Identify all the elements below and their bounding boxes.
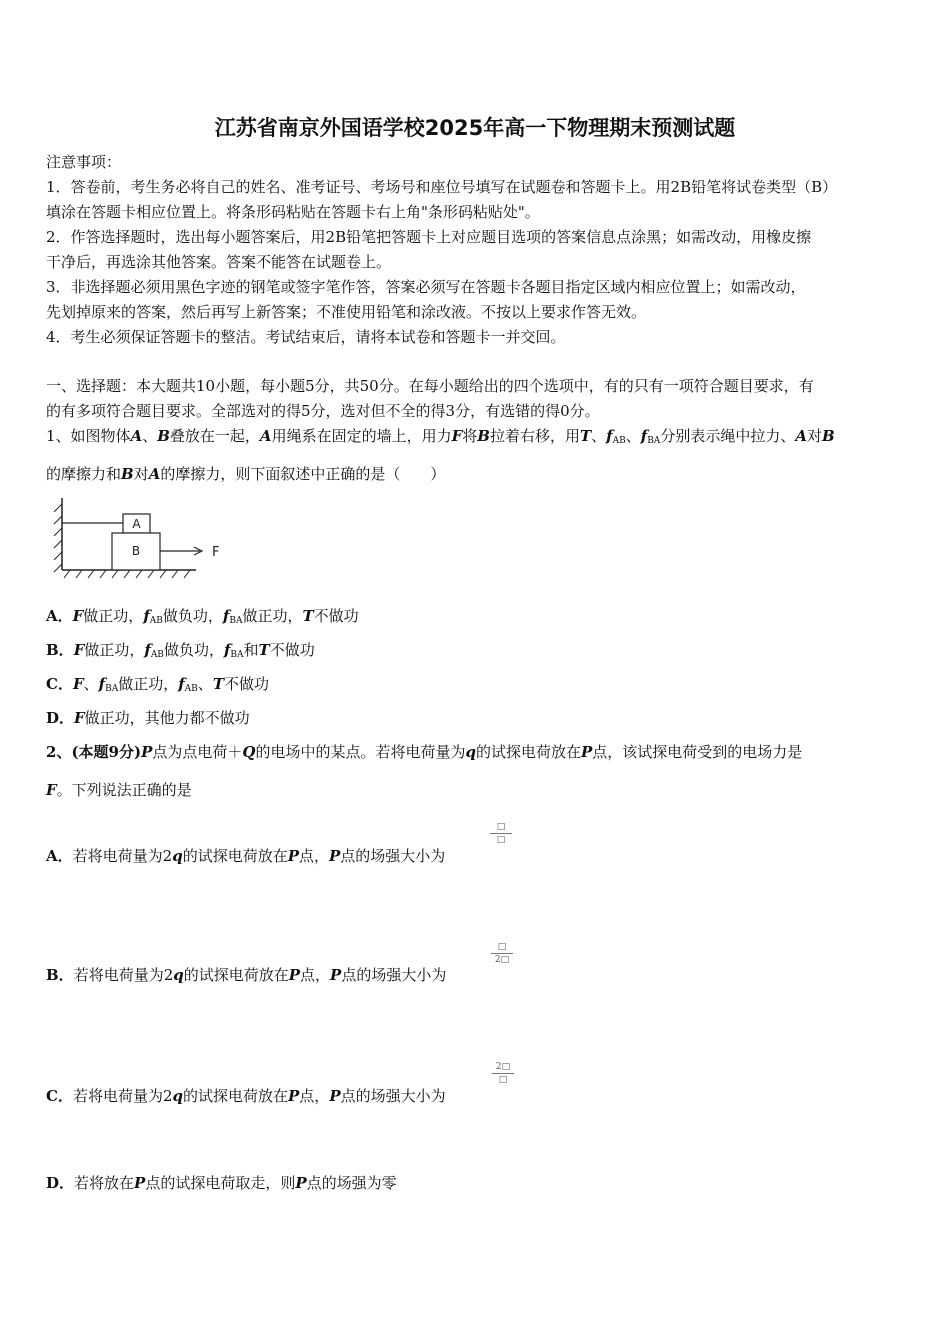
wall-hatching <box>54 504 62 572</box>
q2-option-a[interactable]: A．若将电荷量为2q的试探电荷放在P点，P点的场强大小为 <box>46 847 446 865</box>
notes-line: 先划掉原来的答案，然后再写上新答案；不准使用铅笔和涂改液。不按以上要求作答无效。 <box>46 303 647 321</box>
q1-stem-line1: 1、如图物体A、B叠放在一起，A用绳系在固定的墙上，用力F将B拉着右移，用T、$f_{AB}$、$f_{BA}$分别表示绳中拉力、A对B <box>46 427 835 446</box>
notes-line: 3．非选择题必须用黑色字迹的钢笔或签字笔作答，答案必须写在答题卡各题目指定区域内相应位置上；如需改动， <box>46 278 806 296</box>
q1-option-a[interactable]: A．F做正功，$f_{AB}$做负功，$f_{BA}$做正功，T不做功 <box>46 607 359 626</box>
q1-figure <box>44 494 234 584</box>
q2-stem-line1: 2、(本题9分)P点为点电荷＋Q的电场中的某点。若将电荷量为q的试探电荷放在P点，该试探电荷受到的电场力是 <box>46 743 803 761</box>
block-b-label: B <box>131 544 141 558</box>
q2-option-b[interactable]: B．若将电荷量为2q的试探电荷放在P点，P点的场强大小为 <box>46 966 447 984</box>
ground-hatching <box>64 570 190 578</box>
q2-stem-line2: F。下列说法正确的是 <box>46 781 192 799</box>
notes-line: 填涂在答题卡相应位置上。将条形码粘贴在答题卡右上角"条形码粘贴处"。 <box>46 203 540 221</box>
block-a-label: A <box>132 517 141 531</box>
force-label: F <box>212 545 220 560</box>
notes-line: 4．考生必须保证答题卡的整洁。考试结束后，请将本试卷和答题卡一并交回。 <box>46 328 566 346</box>
page-title: 江苏省南京外国语学校2025年高一下物理期末预测试题 <box>214 116 736 140</box>
notes-line: 干净后，再选涂其他答案。答案不能答在试题卷上。 <box>46 253 392 271</box>
section-intro: 的有多项符合题目要求。全部选对的得5分，选对但不全的得3分，有选错的得0分。 <box>46 402 600 420</box>
notes-line: 2．作答选择题时，选出每小题答案后，用2B铅笔把答题卡上对应题目选项的答案信息点涂黑；如需改动，用橡皮擦 <box>46 228 812 246</box>
q1-stem-line2: 的摩擦力和B对A的摩擦力，则下面叙述中正确的是（ ） <box>46 465 446 483</box>
q2-option-c[interactable]: C．若将电荷量为2q的试探电荷放在P点，P点的场强大小为 <box>46 1087 446 1105</box>
q2-option-b-fraction: □ 2□ <box>491 941 513 966</box>
q1-option-b[interactable]: B．F做正功，$f_{AB}$做负功，$f_{BA}$和T不做功 <box>46 641 315 660</box>
q2-option-a-fraction: □ □ <box>490 821 512 846</box>
q1-option-c[interactable]: C．F、$f_{BA}$做正功，$f_{AB}$、T不做功 <box>46 675 269 694</box>
q2-option-c-fraction: 2□ □ <box>492 1061 514 1086</box>
section-intro: 一、选择题：本大题共10小题，每小题5分，共50分。在每小题给出的四个选项中，有的只有一项符合题目要求，有 <box>46 377 814 395</box>
notes-heading: 注意事项： <box>46 153 122 171</box>
q1-option-d[interactable]: D．F做正功，其他力都不做功 <box>46 709 250 727</box>
q2-option-d[interactable]: D．若将放在P点的试探电荷取走，则P点的场强为零 <box>46 1174 397 1192</box>
notes-line: 1．答卷前，考生务必将自己的姓名、准考证号、考场号和座位号填写在试题卷和答题卡上。用2B铅笔将试卷类型（B） <box>46 178 838 196</box>
